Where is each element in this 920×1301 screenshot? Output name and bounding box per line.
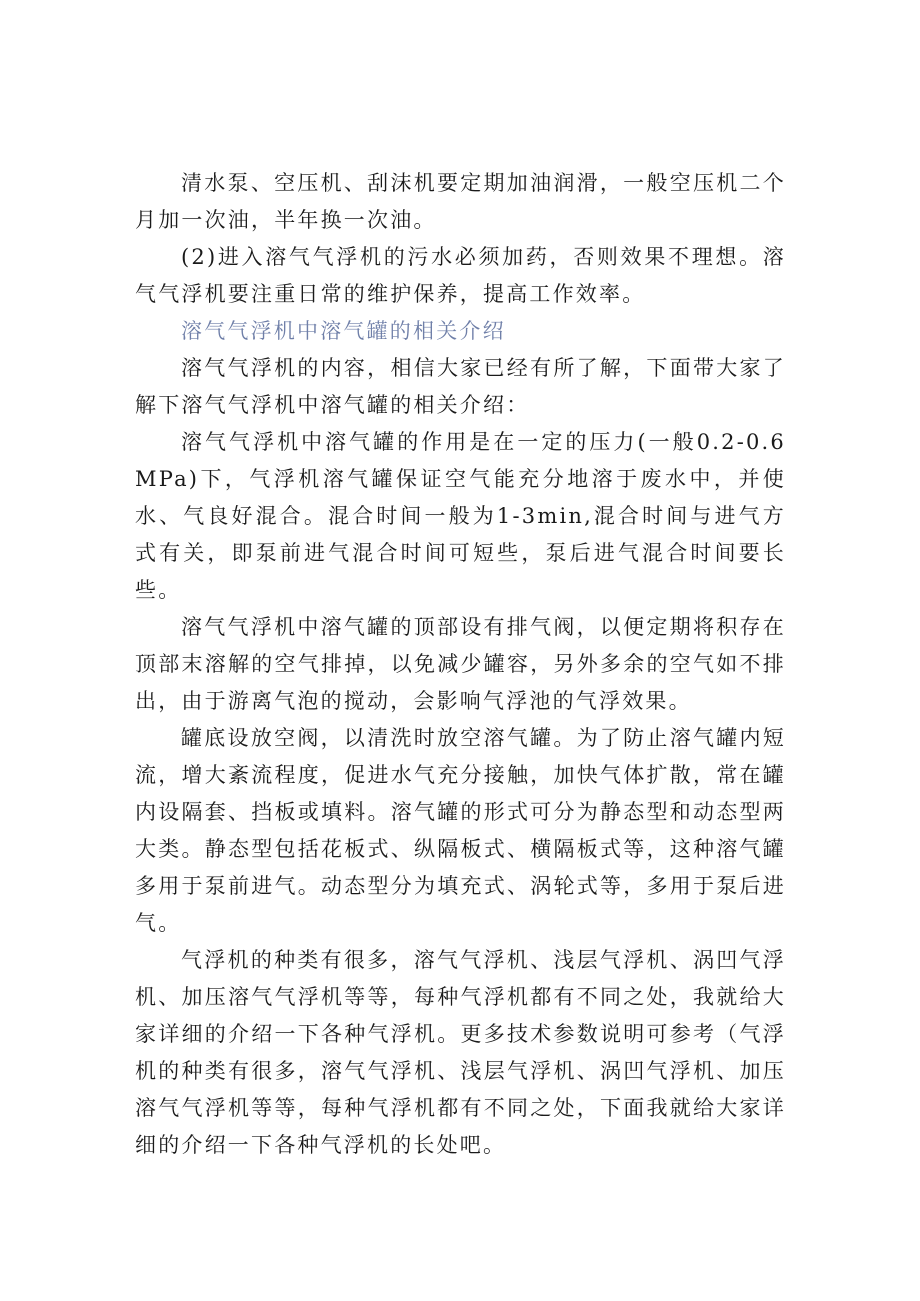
paragraph-dosing-requirement: (2)进入溶气气浮机的污水必须加药，否则效果不理想。溶气气浮机要注重日常的维护保养，提高工作效率。 bbox=[135, 245, 786, 306]
section-heading: 溶气气浮机中溶气罐的相关介绍 bbox=[181, 319, 506, 343]
paragraph-drain-valve: 罐底设放空阀，以清洗时放空溶气罐。为了防止溶气罐内短流，增大紊流程度，促进水气充分接触，加快气体扩散，常在罐内设隔套、挡板或填料。溶气罐的形式可分为静态型和动态型两大类。静态型包括花板式、纵隔板式、横隔板式等，这种溶气罐多用于泵前进气。动态型分为填充式、涡轮式等，多用于泵后进气。 bbox=[135, 726, 786, 935]
paragraph-flotation-types: 气浮机的种类有很多，溶气气浮机、浅层气浮机、涡凹气浮机、加压溶气气浮机等等，每种气浮机都有不同之处，我就给大家详细的介绍一下各种气浮机。更多技术参数说明可参考（气浮机的种类有很多，溶气气浮机、浅层气浮机、涡凹气浮机、加压溶气气浮机等等，每种气浮机都有不同之处，下面我就给大家详细的介绍一下各种气浮机的长处吧。 bbox=[135, 948, 786, 1157]
paragraph-tank-function: 溶气气浮机中溶气罐的作用是在一定的压力(一般0.2-0.6MPa)下，气浮机溶气罐保证空气能充分地溶于废水中，并使水、气良好混合。混合时间一般为1-3min,混合时间与进气方式有关，即泵前进气混合时间可短些，泵后进气混合时间要长些。 bbox=[135, 430, 786, 602]
paragraph-intro: 溶气气浮机的内容，相信大家已经有所了解，下面带大家了解下溶气气浮机中溶气罐的相关介绍： bbox=[135, 356, 786, 417]
document-body bbox=[135, 165, 786, 1164]
paragraph-maintenance-lubrication: 清水泵、空压机、刮沫机要定期加油润滑，一般空压机二个月加一次油，半年换一次油。 bbox=[135, 171, 786, 232]
paragraph-exhaust-valve: 溶气气浮机中溶气罐的顶部设有排气阀，以便定期将积存在顶部末溶解的空气排掉，以免减少罐容，另外多余的空气如不排出，由于游离气泡的搅动，会影响气浮池的气浮效果。 bbox=[135, 615, 786, 713]
